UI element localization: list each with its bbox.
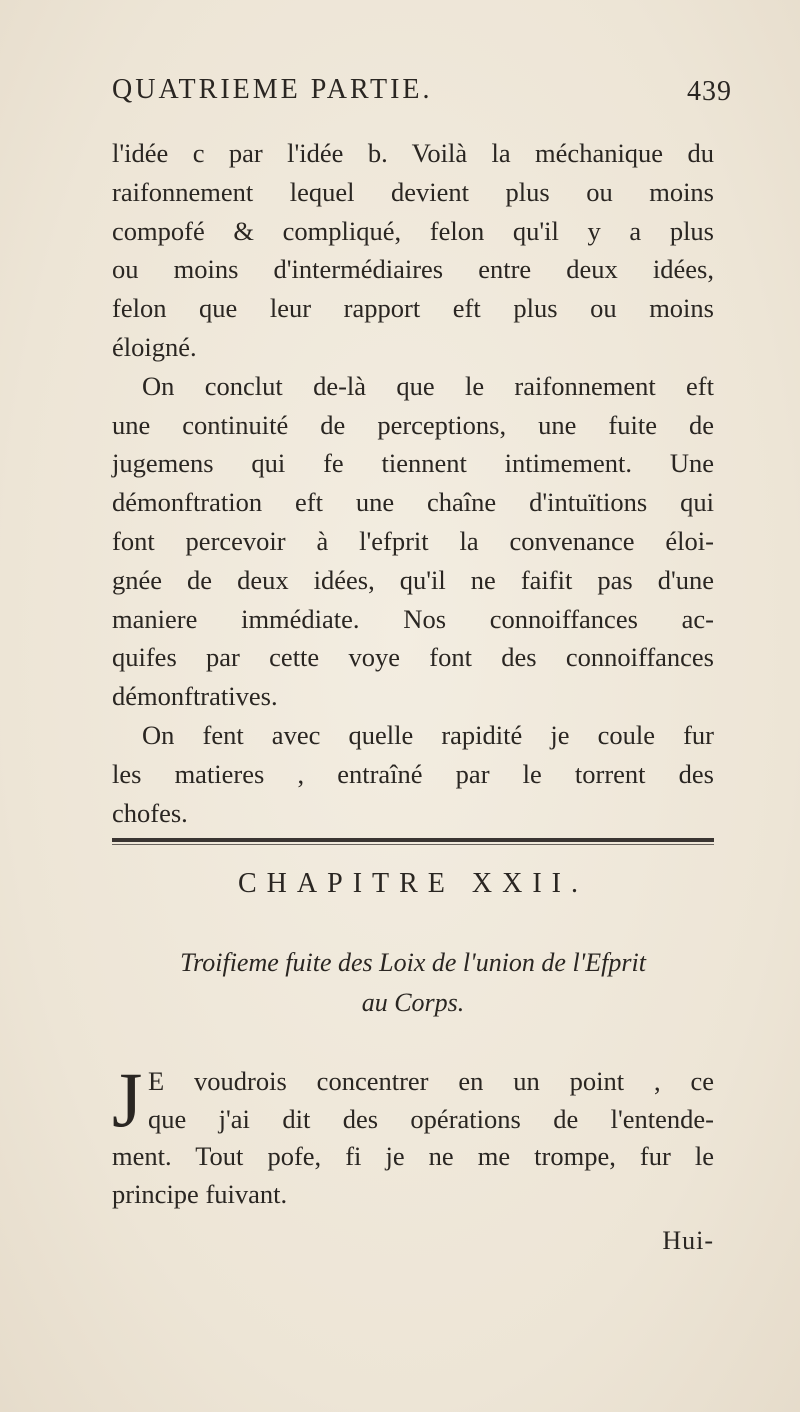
text-line: jugemens qui fe tiennent intimement. Une [112,448,714,479]
text-line: E voudrois concentrer en un point , ce [148,1066,714,1096]
text-line: ou moins d'intermédiaires entre deux idées, [112,254,714,285]
chapter-rule [112,838,714,842]
body-text [112,134,714,832]
page-number: 439 [687,76,732,107]
running-title: QUATRIEME PARTIE. [112,74,433,105]
text-line: ment. Tout pofe, fi je ne me trompe, fur le [112,1141,714,1171]
text-line: démonftratives. [112,681,278,712]
text-line: que j'ai dit des opérations de l'entende- [148,1103,714,1134]
text-line: On fent avec quelle rapidité je coule fur [142,719,714,750]
chapter-rule-thin [112,844,714,845]
drop-cap: J [112,1056,143,1143]
text-line: raifonnement lequel devient plus ou moins [112,176,714,207]
text-line: maniere immédiate. Nos connoiffances ac- [112,603,714,634]
text-line: chofes. [112,797,188,828]
chapter-opening-paragraph [112,1056,714,1213]
chapter-subtitle [112,943,714,1023]
text-line: compofé & compliqué, felon qu'il y a plus [112,215,714,246]
text-line: une continuité de perceptions, une fuite de [112,409,714,440]
text-line: On conclut de-là que le raifonnement eft [142,370,714,401]
catchword: Hui- [662,1226,714,1255]
chapter-heading: CHAPITRE XXII. [238,868,588,899]
text-line: éloigné. [112,331,197,362]
text-line: principe fuivant. [112,1178,288,1209]
text-line: font percevoir à l'efprit la convenance éloi- [112,525,714,556]
text-line: felon que leur rapport eft plus ou moins [112,293,714,324]
text-line: l'idée c par l'idée b. Voilà la méchanique du [112,138,714,168]
text-line: les matieres , entraîné par le torrent des [112,758,714,789]
subtitle-line: au Corps. [361,988,465,1017]
subtitle-line: Troifieme fuite des Loix de l'union de l'Efprit [180,948,646,977]
text-line: quifes par cette voye font des connoiffances [112,642,714,673]
text-line: gnée de deux idées, qu'il ne faifit pas d'une [112,564,714,595]
text-line: démonftration eft une chaîne d'intuïtions qui [112,487,714,518]
running-header [112,74,732,106]
